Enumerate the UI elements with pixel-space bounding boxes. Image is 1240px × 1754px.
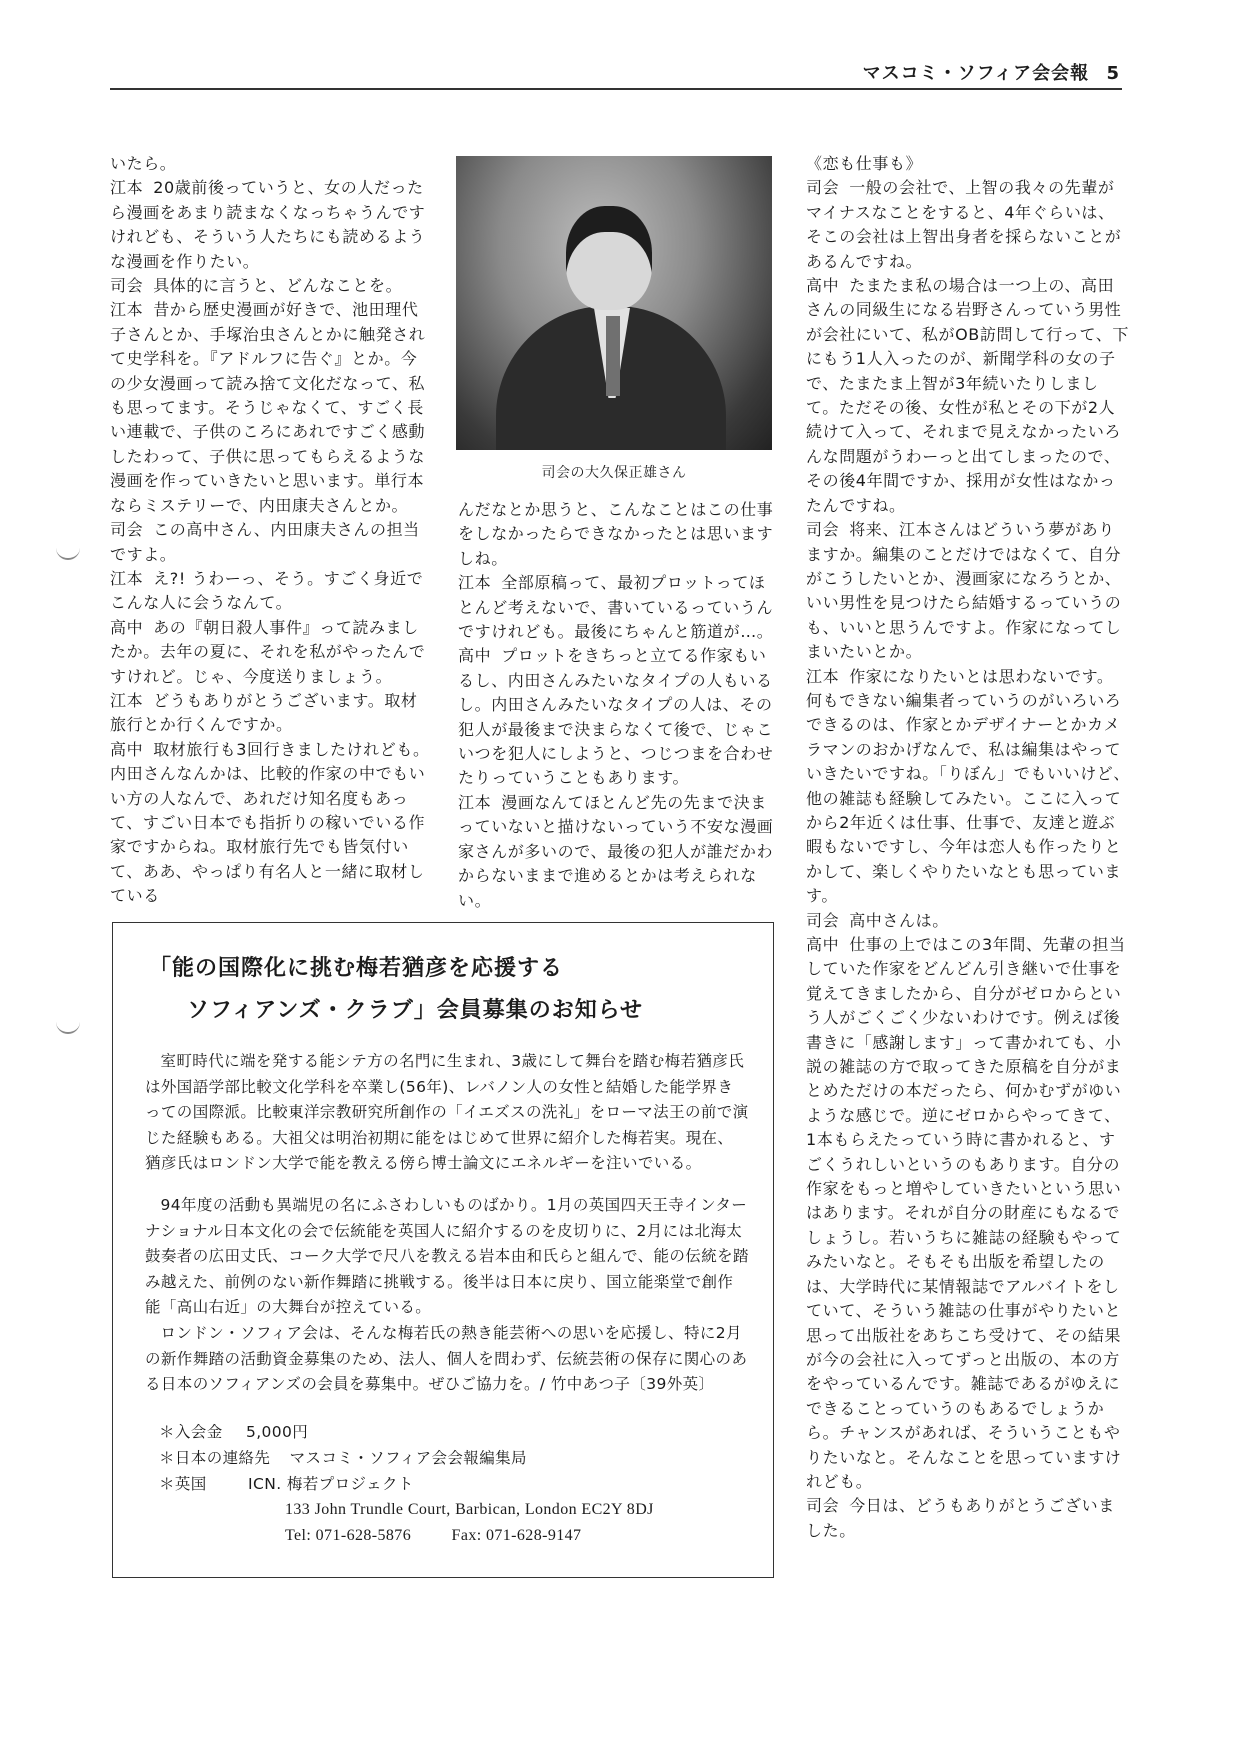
dialogue-text: 漫画なんてほとんど先の先まで決まっていないと描けないっていう不安な漫画家さんが多いので、最後の犯人が誰だかわからないままで進めるとかは考えられない。	[458, 792, 774, 910]
speaker-name: 江本	[806, 666, 840, 686]
speaker-name: 高中	[110, 617, 144, 637]
dialogue-line	[110, 738, 430, 909]
dialogue-line	[806, 933, 1130, 1494]
notice-box	[112, 922, 774, 1578]
speaker-name: 高中	[806, 276, 840, 296]
dialogue-line	[806, 176, 1130, 274]
dialogue-line	[458, 571, 778, 644]
notice-paragraph: ロンドン・ソフィア会は、そんな梅若氏の熱き能芸術への思いを応援し、特に2月の新作舞踏の活動資金募集のため、法人、個人を問わず、伝統芸術の保存に関心のある日本のソフィアンズの会員を募集中。ぜひご協力を。/ 竹中あつ子〔39外英〕	[145, 1323, 748, 1394]
photo-caption: 司会の大久保正雄さん	[541, 465, 687, 481]
dialogue-text: 具体的に言うと、どんなことを。	[153, 276, 403, 296]
fax-number: Fax: 071-628-9147	[451, 1527, 582, 1544]
speaker-name: 高中	[110, 739, 144, 759]
dialogue-text: あの『朝日殺人事件』って読みましたか。去年の夏に、それを私がやったんですけれど。じゃ、今度送りましょう。	[110, 617, 426, 686]
dialogue-text: 全部原稿って、最初プロットってほとんど考えないで、書いているっていうんですけれども。最後にちゃんと筋道が…。	[458, 573, 774, 642]
notice-paragraph: 94年度の活動も異端児の名にふさわしいものばかり。1月の英国四天王寺インターナショナル日本文化の会で伝統能を英国人に紹介するのを皮切りに、2月には北海太鼓奏者の広田丈氏、コーク大学で尺八を教える岩本由和氏らと組んで、能の伝統を踏み越えた、前例のない新作舞踏に挑戦する。後半は日本に戻り、国立能楽堂で創作能「高山右近」の大舞台が控えている。	[145, 1195, 749, 1317]
dialogue-line	[110, 274, 430, 298]
notice-paragraph: 室町時代に端を発する能シテ方の名門に生まれ、3歳にして舞台を踏む梅若猶彦氏は外国語学部比較文化学科を卒業し(56年)、レバノン人の女性と結婚した能学界きっての国際派。比較東洋宗教研究所創作の「イエズスの洗礼」をローマ法王の前で演じた経験もある。大祖父は明治初期に能をはじめて世界に紹介した梅若実。現在、猶彦氏はロンドン大学で能を教える傍ら博士論文にエネルギーを注いでいる。	[145, 1052, 749, 1173]
dialogue-line	[806, 518, 1130, 664]
dialogue-line	[110, 616, 430, 689]
margin-mark	[56, 1022, 80, 1034]
host-photo	[456, 156, 772, 450]
dialogue-line	[458, 498, 778, 571]
speaker-name: 高中	[458, 646, 492, 666]
dialogue-line	[458, 791, 778, 913]
dialogue-line	[806, 909, 1130, 933]
fee-line: ＊入会金 5,000円	[159, 1423, 309, 1441]
dialogue-line	[110, 518, 430, 567]
speaker-name: 司会	[806, 910, 840, 930]
dialogue-line	[110, 152, 430, 176]
dialogue-line	[110, 298, 430, 518]
tel-number: Tel: 071-628-5876	[285, 1527, 412, 1544]
dialogue-line	[458, 644, 778, 790]
article-column-2	[458, 498, 778, 913]
dialogue-text: 仕事の上ではこの3年間、先輩の担当していた作家をどんどん引き継いで仕事を覚えてきましたから、自分がゼロからという人がごくごく少ないわけです。例えば後書きに「感謝します」って書かれても、小説の雑誌の方で取ってきた原稿を自分がまとめただけの本だったら、何かむずがゆいような感じで。逆にゼロからやってきて、1本もらえたっていう時に書かれると、すごくうれしいというのもあります。自分の作家をもっと増やしていきたいという思いはあります。それが自分の財産にもなるでしょうし。若いうちに雑誌の経験もやってみたいなと。そもそも出版を希望したのは、大学時代に某情報誌でアルバイトをしていて、そういう雑誌の仕事がやりたいと思って出版社をあちこち受けて、その結果が今の会社に入ってずっと出版の、本の方をやっているんです。雑誌であるがゆえにできることっていうのもあるでしょうから。チャンスがあれば、そういうこともやりたいなと。そんなことを思っていますけれども。	[806, 935, 1126, 1491]
speaker-name: 江本	[110, 178, 144, 198]
dialogue-text: いたら。	[110, 154, 177, 173]
dialogue-text: 高中さんは。	[849, 910, 949, 930]
newsletter-title: マスコミ・ソフィア会会報	[862, 63, 1090, 84]
uk-phone-line	[285, 1523, 654, 1549]
dialogue-text: たまたま私の場合は一つ上の、高田さんの同級生になる岩野さんっていう男性が会社にいて、私がOB訪問して行って、下にもう1人入ったのが、新聞学科の女の子で、たまたま上智が3年続いたりしまして。ただその後、女性が私とその下が2人続けて入って、それまで見えなかったいろんな問題がうわーっと出てしまったので、その後4年間ですか、採用が女性はなかったんですね。	[806, 276, 1129, 515]
notice-title-line1: 「能の国際化に挑む梅若猶彦を応援する	[149, 956, 564, 981]
speaker-name: 江本	[110, 300, 144, 320]
speaker-name: 江本	[458, 792, 492, 812]
speaker-name: 司会	[806, 520, 840, 540]
dialogue-line	[110, 567, 430, 616]
dialogue-line	[110, 176, 430, 274]
dialogue-text: プロットをきちっと立てる作家もいるし、内田さんみたいなタイプの人もいるし。内田さんみたいなタイプの人は、その犯人が最後まで決まらなくて後で、じゃこいつを犯人にしようと、つじつまを合わせたりっていうこともあります。	[458, 646, 774, 788]
notice-details	[159, 1419, 654, 1549]
dialogue-text: 《恋も仕事も》	[806, 154, 923, 173]
uk-contact-line: ＊英国 ICN. 梅若プロジェクト	[159, 1475, 414, 1493]
article-column-3	[806, 152, 1130, 1543]
dialogue-text: 作家になりたいとは思わないです。何もできない編集者っていうのがいろいろできるのは、作家とかデザイナーとかカメラマンのおかげなんで、私は編集はやっていきたいですね。「りぼん」でもいいけど、他の雑誌も経験してみたい。ここに入ってから2年近くは仕事、仕事で、友達と遊ぶ暇もないですし、今年は恋人も作ったりとかして、楽しくやりたいなとも思っています。	[806, 666, 1131, 906]
dialogue-line	[806, 1494, 1130, 1543]
dialogue-text: んだなとか思うと、こんなことはこの仕事をしなかったらできなかったとは思いますしね。	[458, 500, 774, 568]
speaker-name: 江本	[458, 573, 492, 593]
dialogue-text: 取材旅行も3回行きましたけれども。内田さんなんかは、比較的作家の中でもいい方の人なんで、あれだけ知名度もあって、すごい日本でも指折りの稼いでいる作家ですからね。取材旅行先でも皆気付いて、ああ、やっぱり有名人と一緒に取材している	[110, 739, 430, 906]
speaker-name: 司会	[806, 1496, 840, 1516]
dialogue-text: 一般の会社で、上智の我々の先輩がマイナスなことをすると、4年ぐらいは、そこの会社は上智出身者を採らないことがあるんですね。	[806, 178, 1122, 271]
notice-title-line2: ソフィアンズ・クラブ」会員募集のお知らせ	[187, 998, 644, 1023]
dialogue-line	[806, 665, 1130, 909]
dialogue-text: 昔から歴史漫画が好きで、池田理代子さんとか、手塚治虫さんとかに触発されて史学科を。『アドルフに告ぐ』とか。今の少女漫画って読み捨て文化だなって、私も思ってます。そうじゃなくて、すごく長い連載で、子供のころにあれですごく感動したわって、子供に思ってもらえるような漫画を作っていきたいと思います。単行本ならミステリーで、内田康夫さんとか。	[110, 300, 426, 515]
speaker-name: 司会	[110, 520, 144, 540]
page-number: 5	[1106, 63, 1120, 84]
article-column-1	[110, 152, 430, 909]
speaker-name: 司会	[806, 178, 840, 198]
dialogue-text: 将来、江本さんはどういう夢がありますか。編集のことだけではなくて、自分がこうしたいとか、漫画家になろうとか、いい男性を見つけたら結婚するっていうのも、いいと思うんですよ。作家になってしまいたいとか。	[806, 520, 1122, 662]
speaker-name: 江本	[110, 690, 144, 710]
uk-address: 133 John Trundle Court, Barbican, London EC2Y 8DJ	[285, 1501, 654, 1518]
dialogue-line	[806, 274, 1130, 518]
page-header	[863, 59, 1120, 85]
speaker-name: 江本	[110, 568, 144, 588]
dialogue-text: え?! うわーっ、そう。すごく身近でこんな人に会うなんて。	[110, 568, 424, 613]
speaker-name: 司会	[110, 276, 144, 296]
notice-body	[145, 1049, 749, 1398]
dialogue-text: 20歳前後っていうと、女の人だったら漫画をあまり読まなくなっちゃうんですけれども、そういう人たちにも読めるような漫画を作りたい。	[110, 178, 426, 271]
dialogue-line	[110, 689, 430, 738]
margin-mark	[56, 548, 80, 560]
dialogue-text: 今日は、どうもありがとうございました。	[806, 1496, 1115, 1540]
dialogue-line	[806, 152, 1130, 176]
dialogue-text: この高中さん、内田康夫さんの担当ですよ。	[110, 520, 420, 564]
speaker-name: 高中	[806, 935, 840, 954]
fee-value: 5,000円	[245, 1423, 309, 1441]
dialogue-text: どうもありがとうございます。取材旅行とか行くんですか。	[110, 690, 418, 735]
japan-contact-line: ＊日本の連絡先 マスコミ・ソフィア会会報編集局	[159, 1449, 527, 1467]
header-rule	[110, 88, 1122, 90]
